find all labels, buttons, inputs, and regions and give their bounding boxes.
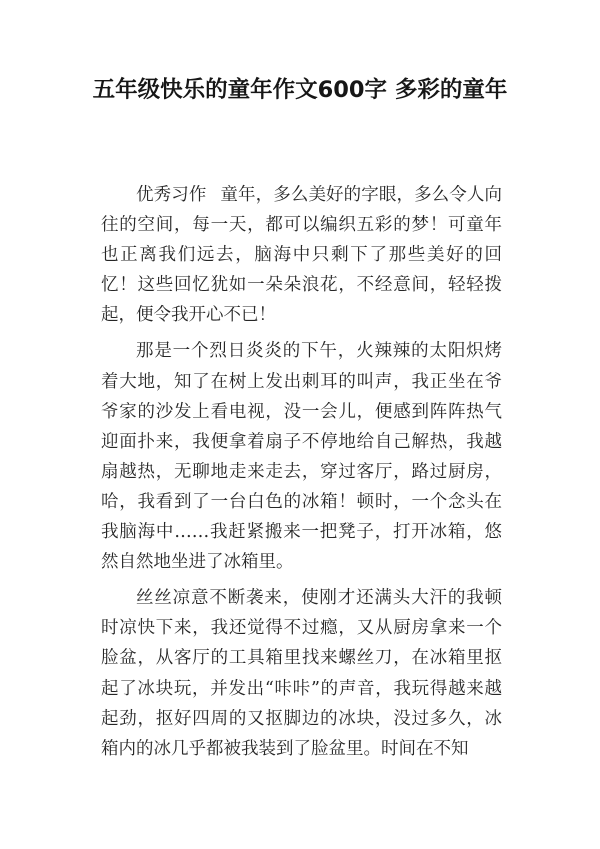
article-body [101, 180, 502, 764]
paragraph-text: 童年，多么美好的字眼，多么令人向往的空间，每一天，都可以编织五彩的梦！可童年也正离我们远去，脑海中只剩下了那些美好的回忆！这些回忆犹如一朵朵浪花，不经意间，轻轻拨起，便令我开心不已！ [101, 185, 502, 326]
document-title: 五年级快乐的童年作文600字 多彩的童年 [92, 77, 508, 103]
paragraph-afternoon: 那是一个烈日炎炎的下午，火辣辣的太阳炽烤着大地，知了在树上发出刺耳的叫声，我正坐在爷爷家的沙发上看电视，没一会儿，便感到阵阵热气迎面扑来，我便拿着扇子不停地给自己解热，我越扇越热，无聊地走来走去，穿过客厅，路过厨房，哈，我看到了一台白色的冰箱！顿时，一个念头在我脑海中……我赶紧搬来一把凳子，打开冰箱，悠然自然地坐进了冰箱里。 [101, 341, 502, 573]
paragraph-intro [101, 180, 502, 330]
lead-label: 优秀习作 [136, 185, 207, 205]
paragraph-cool-air: 丝丝凉意不断袭来，使刚才还满头大汗的我顿时凉快下来，我还觉得不过瘾，又从厨房拿来一个脸盆，从客厅的工具箱里找来螺丝刀，在冰箱里抠起了冰块玩，并发出“咔咔”的声音，我玩得越来越起劲，抠好四周的又抠脚边的冰块，没过多久，冰箱内的冰几乎都被我装到了脸盆里。时间在不知 [101, 588, 502, 759]
